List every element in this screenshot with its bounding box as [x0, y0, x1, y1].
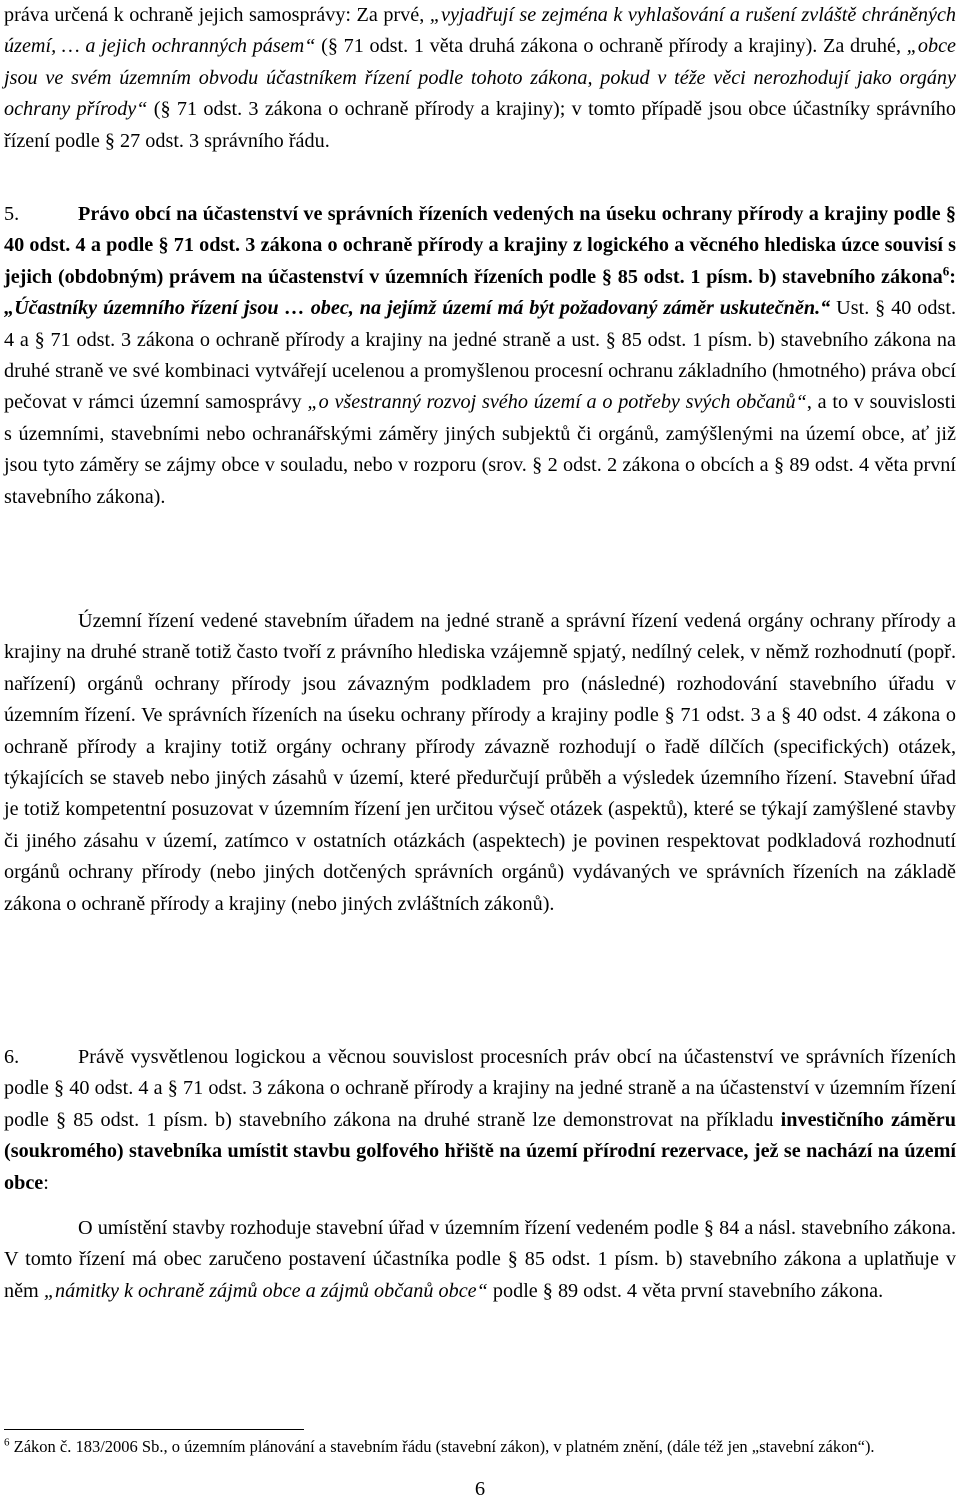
- footnote: [4, 1436, 956, 1458]
- text-run: Právě vysvětlenou logickou a věcnou souvislost procesních práv obcí na účastenství ve správních řízeních podle § 40 odst. 4 a § 71 odst. 3 zákona o ochraně přírody a krajiny na jedné straně a na účastenství v územním řízení podle § 85 odst. 1 písm. b) stavebního zákona na druhé straně lze demonstrovat na příkladu: [4, 1046, 956, 1131]
- footnote-text: Zákon č. 183/2006 Sb., o územním plánování a stavebním řádu (stavební zákon), v platném znění, (dále též jen „stavební zákon“).: [9, 1437, 875, 1456]
- quote-bold-italic: „Účastníky územního řízení jsou … obec, na jejímž území má být požadovaný záměr uskutečněn.“: [4, 297, 831, 320]
- text-run: (§ 71 odst. 3 zákona o ochraně přírody a krajiny); v tomto případě jsou obce účastníky správního řízení podle § 27 odst. 3 správního řádu.: [4, 98, 956, 152]
- footnote-reference[interactable]: 6: [942, 263, 950, 279]
- paragraph-number: 6.: [4, 1046, 20, 1068]
- text-run: Územní řízení vedené stavebním úřadem na jedné straně a správní řízení vedená orgány ochrany přírody a krajiny na druhé straně totiž často tvoří z právního hlediska vzájemně spjatý, nedílný celek, v němž rozhodnutí (popř. nařízení) orgánů ochrany přírody jsou závazným podkladem pro (následné) rozhodování stavebního úřadu v územním řízení. Ve správních řízeních na úseku ochrany přírody a krajiny podle § 71 odst. 3 a § 40 odst. 4 zákona o ochraně přírody a krajiny totiž orgány ochrany přírody závazně rozhodují o řadě dílčích (specifických) otázek, týkajících se staveb nebo jiných zásahů v území, které předurčují průběh a výsledek územního řízení. Stavební úřad je totiž kompetentní posuzovat v územním řízení jen určitou výseč otázek (aspektů), které se týkají zamýšlené stavby či jiného zásahu v území, zatímco v ostatních otázkách (aspektech) je povinen respektovat podkladová rozhodnutí orgánů ochrany přírody (nebo jiných dotčených správních orgánů) vydávaných ve správních řízeních na základě zákona o ochraně přírody a krajiny (nebo jiných zvláštních zákonů).: [4, 610, 956, 915]
- quote-italic: „vyjadřují se zejména k vyhlašování a rušení zvláště chráněných území, … a jejich ochranných pásem“: [4, 4, 956, 58]
- bold-text: Právo obcí na účastenství ve správních řízeních vedených na úseku ochrany přírody a krajiny podle § 40 odst. 4 a podle § 71 odst. 3 zákona o ochraně přírody a krajiny z logického a věcného hlediska úzce souvisí s jejich (obdobným) právem na účastenství v územních řízeních podle § 85 odst. 1 písm. b) stavebního zákona: [4, 203, 956, 288]
- footnote-divider: [4, 1429, 304, 1430]
- paragraph-indented: [4, 1213, 956, 1307]
- text-run: Ust. § 40 odst. 4 a § 71 odst. 3 zákona o ochraně přírody a krajiny na jedné straně a ust. § 85 odst. 1 písm. b) stavebního zákona na druhé straně ve své kombinaci vytvářejí ucelenou a promyšlenou procesní ochranu základního (hmotného) práva obcí pečovat v rámci územní samosprávy: [4, 297, 956, 414]
- footnote-marker: 6: [4, 1436, 10, 1449]
- bold-text: investičního záměru (soukromého) stavebníka umístit stavbu golfového hřiště na území přírodní rezervace, jež se nachází na území obce: [4, 1108, 956, 1194]
- paragraph-6: [4, 1042, 956, 1199]
- text-run: , a to v souvislosti s územními, stavebními nebo ochranářskými záměry jiných subjektů či orgánů, zamýšlenými na území obce, ať již jsou tyto záměry se zájmy obce v souladu, nebo v rozporu (srov. § 2 odst. 2 zákona o obcích a § 89 odst. 4 věta první stavebního zákona).: [4, 391, 957, 508]
- quote-italic: „námitky k ochraně zájmů obce a zájmů občanů obce“: [43, 1279, 488, 1302]
- text-run: (§ 71 odst. 1 věta druhá zákona o ochraně přírody a krajiny). Za druhé,: [315, 35, 907, 58]
- paragraph-indented: [4, 606, 956, 920]
- quote-italic: „obce jsou ve svém územním obvodu účastníkem řízení podle tohoto zákona, pokud v téže věci nerozhodují jako orgány ochrany přírody“: [4, 35, 957, 121]
- paragraph-5: [4, 199, 956, 513]
- quote-italic: „o všestranný rozvoj svého území a o potřeby svých občanů“: [307, 391, 807, 414]
- text-run: O umístění stavby rozhoduje stavební úřad v územním řízení vedeném podle § 84 a násl. stavebního zákona. V tomto řízení má obec zaručeno postavení účastníka podle § 85 odst. 1 písm. b) stavebního zákona a uplatňuje v něm: [4, 1217, 956, 1302]
- text-run: podle § 89 odst. 4 věta první stavebního zákona.: [487, 1279, 884, 1302]
- page-number: 6: [474, 1478, 486, 1500]
- text-run: :: [43, 1171, 49, 1194]
- bold-text: :: [949, 265, 956, 288]
- text-run: práva určená k ochraně jejich samosprávy: Za prvé,: [4, 4, 430, 26]
- paragraph-continuation: [4, 0, 956, 157]
- paragraph-number: 5.: [4, 203, 20, 225]
